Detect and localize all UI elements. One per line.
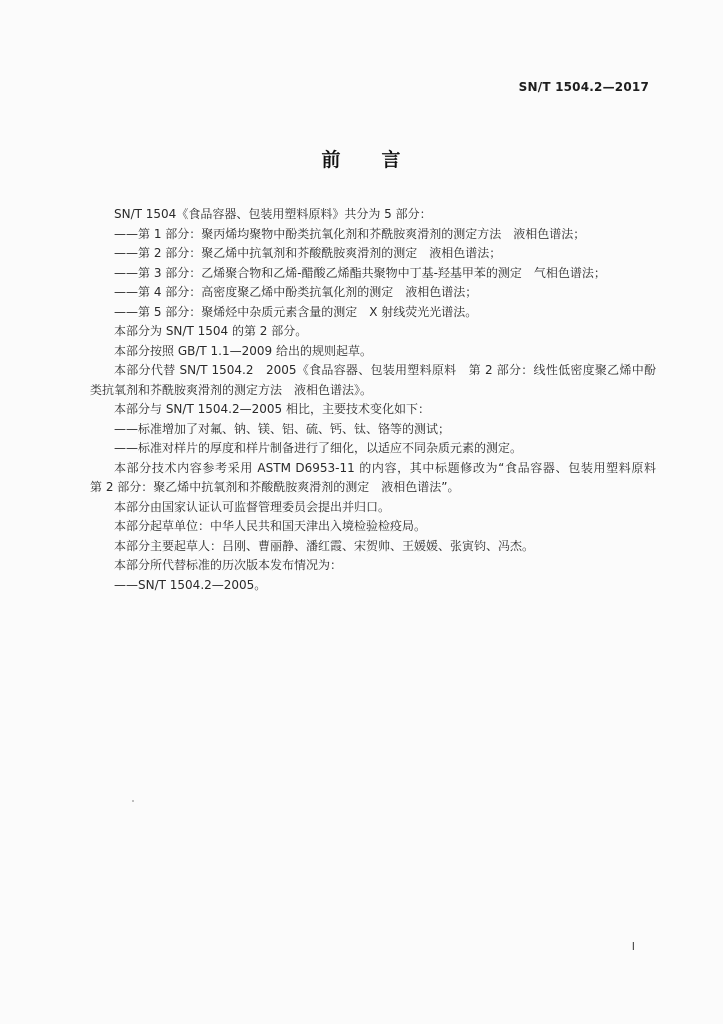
paragraph-history-intro: 本部分所代替标准的历次版本发布情况为：	[114, 558, 343, 572]
list-item-part-1: ——第 1 部分：聚丙烯均聚物中酚类抗氧化剂和芥酰胺爽滑剂的测定方法 液相色谱法；	[114, 226, 586, 241]
paragraph-replaces: 本部分代替 SN/T 1504.2 2005《食品容器、包装用塑料原料 第 2 部分：线性低密度聚乙烯中酚类抗氧剂和芥酰胺爽滑剂的测定方法 液相色谱法》。	[90, 363, 656, 397]
list-item-history-1: ——SN/T 1504.2—2005。	[114, 577, 267, 592]
paragraph-proposed-by: 本部分由国家认证认可监督管理委员会提出并归口。	[114, 499, 391, 514]
page-title: 前 言	[321, 149, 402, 171]
list-item-part-4: ——第 4 部分：高密度聚乙烯中酚类抗氧化剂的测定 液相色谱法；	[114, 285, 478, 299]
paragraph-drafting-unit: 本部分起草单位：中华人民共和国天津出入境检验检疫局。	[114, 519, 427, 533]
paragraph-changes-intro: 本部分与 SN/T 1504.2—2005 相比，主要技术变化如下：	[114, 402, 430, 416]
paragraph-reference: 本部分技术内容参考采用 ASTM D6953-11 的内容，其中标题修改为“食品容器、包装用塑料原料 第 2 部分：聚乙烯中抗氧剂和芥酸酰胺爽滑剂的测定 液相色谱法”。	[90, 460, 669, 494]
foreword-body	[90, 205, 669, 595]
page-number: I	[631, 940, 635, 953]
list-item-part-5: ——第 5 部分：聚烯烃中杂质元素含量的测定 X 射线荧光光谱法。	[114, 304, 478, 319]
list-item-change-2: ——标准对样片的厚度和样片制备进行了细化，以适应不同杂质元素的测定。	[114, 441, 523, 455]
paragraph-part-statement: 本部分为 SN/T 1504 的第 2 部分。	[114, 324, 308, 338]
list-item-change-1: ——标准增加了对氟、钠、镁、铝、硫、钙、钛、铬等的测试；	[114, 421, 451, 436]
scan-speck	[132, 800, 134, 802]
list-item-part-2: ——第 2 部分：聚乙烯中抗氧剂和芥酸酰胺爽滑剂的测定 液相色谱法；	[114, 246, 502, 260]
list-item-part-3: ——第 3 部分：乙烯聚合物和乙烯-醋酸乙烯酯共聚物中丁基-羟基甲苯的测定 气相色谱法；	[114, 265, 606, 280]
paragraph-drafting-rules: 本部分按照 GB/T 1.1—2009 给出的规则起草。	[114, 343, 372, 358]
standard-number: SN/T 1504.2—2017	[518, 80, 649, 94]
paragraph-drafters: 本部分主要起草人：吕刚、曹丽静、潘红霞、宋贺帅、王媛媛、张寅钧、冯杰。	[114, 538, 535, 553]
paragraph-series-intro: SN/T 1504《食品容器、包装用塑料原料》共分为 5 部分：	[114, 207, 432, 221]
